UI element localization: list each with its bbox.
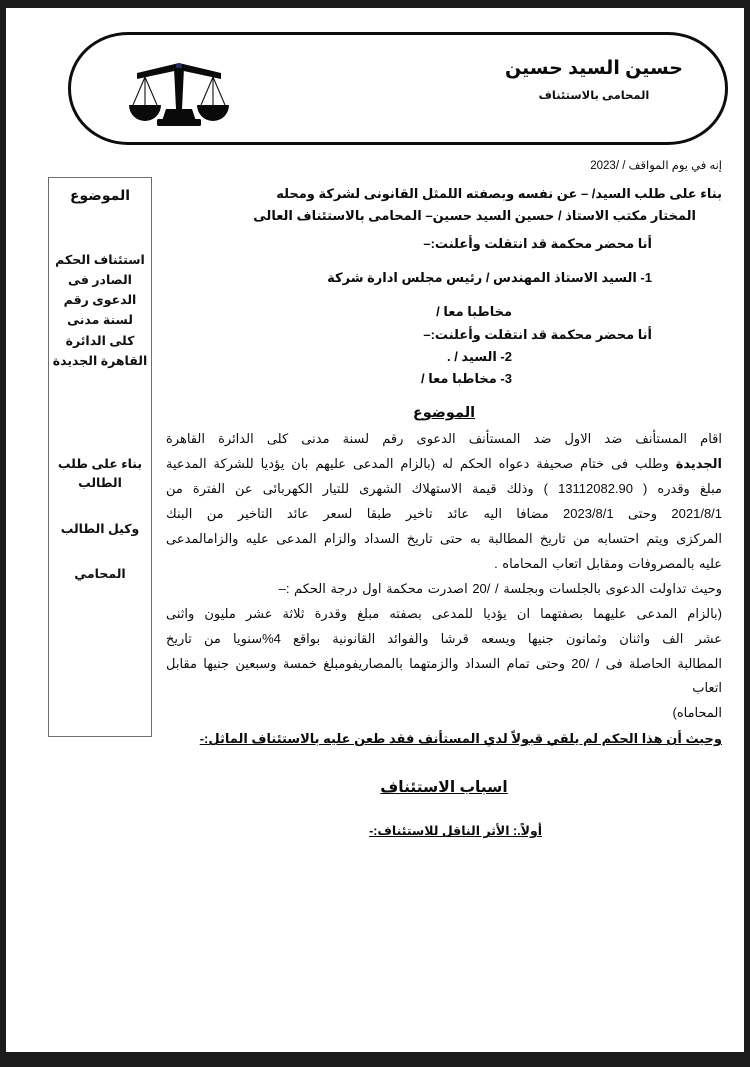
party-line-3: 3- مخاطبا معا /: [420, 370, 512, 386]
letterhead-identity: [505, 57, 683, 102]
ruling-line: المطالبة الحاصلة فى / /20 وحتى تمام السداد والزمتهما بالمصاريفومبلغ خمسة وسبعين جنيها مقابل اتعاب: [166, 655, 723, 696]
subject-sidebar: [48, 177, 152, 737]
sidebar-request-line: بناء على طلب: [57, 457, 143, 472]
subject-paragraph-line: عليه بالمصروفات ومقابل اتعاب المحاماه .: [494, 555, 722, 571]
sidebar-subject-line: استئناف الحكم: [55, 252, 145, 267]
sidebar-agent-label: وكيل الطالب: [60, 521, 140, 536]
sidebar-title: الموضوع: [69, 187, 131, 203]
party-line-2: 2- السيد / .: [446, 348, 512, 364]
subject-paragraph-line: المركزى ويتم احتسابه من تاريخ المطالبة به حتى تاريخ السداد والزام المدعى عليه والزامالمدعى: [166, 530, 722, 546]
document-body: [166, 158, 722, 838]
subject-heading: الموضوع: [412, 404, 476, 421]
request-line: بناء على طلب السيد/ – عن نفسه وبصفته اللمثل القانونى لشركة ومحله: [276, 185, 722, 201]
sidebar-subject-line: لسنة مدنى: [67, 313, 133, 328]
sidebar-spacer: [49, 401, 151, 455]
subject-emphasis: الجديدة: [675, 455, 722, 471]
office-address-line: المختار مكتب الاستاذ / حسين السيد حسين– المحامى بالاستئناف العالى: [253, 207, 696, 223]
lawyer-title: المحامى بالاستئناف: [538, 89, 650, 102]
subject-paragraph-line: 2021/8/1 وحتى 2023/8/1 مضافا اليه عائد تاخير طبقا لسعر عائد التاخير من البنك: [166, 505, 723, 521]
bailiff-line-second: أنا محضر محكمة قد انتقلت وأعلنت:–: [423, 326, 652, 342]
bailiff-line-first: أنا محضر محكمة قد انتقلت وأعلنت:–: [423, 236, 652, 252]
subject-paragraph-line: [166, 452, 722, 477]
date-line: إنه في يوم المواقف / /2023: [590, 160, 722, 172]
subject-paragraph-line: اقام المستأنف ضد الاول ضد المستأنف الدعوى رقم لسنة مدنى كلى الدائرة القاهرة: [166, 430, 722, 446]
ruling-line: المحاماه): [672, 705, 722, 721]
sidebar-subject-line: الدعوى رقم: [63, 293, 137, 308]
sidebar-subject-block: [49, 250, 151, 372]
subject-paragraph-rest: وطلب فى ختام صحيفة دعواه الحكم له (بالزام المدعى عليهم بان يؤديا للشركة المدعية: [166, 455, 676, 471]
lawyer-name: حسين السيد حسين: [504, 58, 683, 79]
ruling-line: (بالزام المدعى عليهما بصفتهما ان يؤديا للمدعى بصفته مبلغ وقدرة ثلاثة عشر مليون واثنى: [166, 605, 722, 621]
first-reason-heading: أولاً.: الأثر الناقل للاستئناف:-: [369, 824, 542, 839]
appeal-reasons-heading: اسباب الاستئناف: [380, 779, 508, 797]
ruling-intro-line: وحيث تداولت الدعوى بالجلسات وبجلسة / /20 اصدرت محكمة اول درجة الحكم :–: [278, 580, 722, 596]
party-line-1: 1- السيد الاستاذ المهندس / رئيس مجلس ادارة شركة: [327, 270, 652, 286]
sidebar-subject-line: الصادر فى: [68, 272, 132, 287]
sidebar-request-block: [49, 455, 151, 494]
subject-paragraph-line: مبلغ وقدره ( 13112082.90 ) وذلك قيمة الاستهلاك الشهرى للتيار الكهربائى عن الفترة من: [166, 480, 722, 496]
sidebar-subject-line: القاهرة الجديدة: [52, 353, 148, 368]
document-page: [6, 8, 744, 1052]
ruling-line: عشر الف واثنان وثمانون جنيها ويسعه قرشا والفوائد القانونية بواقع 4%سنويا من تاريخ: [166, 630, 722, 646]
addressing-line-1: مخاطبا معا /: [436, 304, 512, 320]
sidebar-subject-line: كلى الدائرة: [65, 333, 135, 348]
sidebar-request-line: الطالب: [78, 476, 122, 491]
appeal-statement: وحيث أن هذا الحكم لم يلقي قبولاً لدي المستأنف فقد طعن عليه بالاستئناف الماثل:-: [199, 731, 722, 747]
letterhead-frame: [68, 32, 728, 145]
scales-of-justice-icon: [119, 53, 239, 133]
sidebar-lawyer-label: المحامي: [74, 567, 126, 582]
